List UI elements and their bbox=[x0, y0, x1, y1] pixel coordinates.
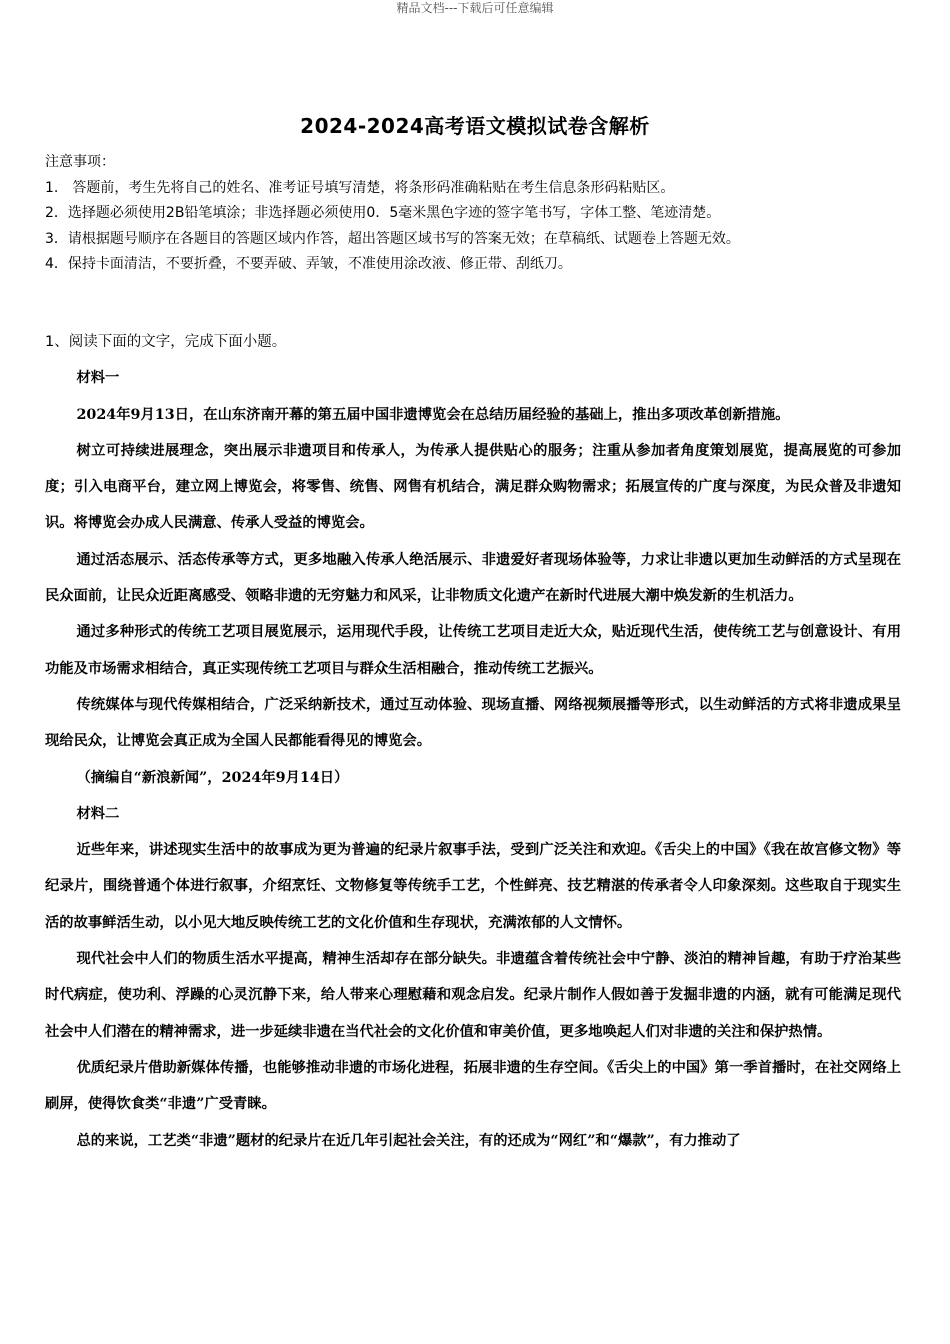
reading-passage bbox=[45, 324, 901, 1159]
notices-heading: 注意事项： bbox=[45, 154, 115, 170]
material1-paragraph-5: 传统媒体与现代传媒相结合，广泛采纳新技术，通过互动体验、现场直播、网络视频展播等形式，以生动鲜活的方式将非遗成果呈现给民众，让博览会真正成为全国人民都能看得见的博览会。 bbox=[45, 696, 901, 750]
material2-label: 材料二 bbox=[76, 805, 120, 822]
notices-section bbox=[45, 150, 915, 278]
document-title: 2024-2024高考语文模拟试卷含解析 bbox=[300, 114, 650, 138]
material2-paragraph-1: 近些年来，讲述现实生活中的故事成为更为普遍的纪录片叙事手法，受到广泛关注和欢迎。《舌尖上的中国》《我在故宫修文物》等纪录片，围绕普通个体进行叙事，介绍烹饪、文物修复等传统手工艺，个性鲜亮、技艺精湛的传承者令人印象深刻。这些取自于现实生活的故事鲜活生动，以小见大地反映传统工艺的文化价值和生存现状，充满浓郁的人文情怀。 bbox=[45, 842, 901, 931]
notice-item-2: 2．选择题必须使用2B铅笔填涂；非选择题必须使用0．5毫米黑色字迹的签字笔书写，字体工整、笔迹清楚。 bbox=[45, 205, 721, 221]
notice-item-1: 1. 答题前，考生先将自己的姓名、准考证号填写清楚，将条形码准确粘贴在考生信息条形码粘贴区。 bbox=[45, 179, 675, 196]
material1-paragraph-2: 树立可持续进展理念，突出展示非遗项目和传承人，为传承人提供贴心的服务；注重从参加者角度策划展览，提高展览的可参加度；引入电商平台，建立网上博览会，将零售、统售、网售有机结合，满足群众购物需求；拓展宣传的广度与深度，为民众普及非遗知识。将博览会办成人民满意、传承人受益的博览会。 bbox=[45, 442, 901, 532]
page-watermark: 精品文档---下载后可任意编辑 bbox=[396, 1, 554, 15]
notice-item-3: 3．请根据题号顺序在各题目的答题区域内作答，超出答题区域书写的答案无效；在草稿纸、试题卷上答题无效。 bbox=[45, 230, 740, 247]
notice-item-4: 4．保持卡面清洁，不要折叠，不要弄破、弄皱，不准使用涂改液、修正带、刮纸刀。 bbox=[45, 256, 572, 272]
material1-paragraph-4: 通过多种形式的传统工艺项目展览展示，运用现代手段，让传统工艺项目走近大众，贴近现代生活，使传统工艺与创意设计、有用功能及市场需求相结合，真正实现传统工艺项目与群众生活相融合，推动传统工艺振兴。 bbox=[45, 624, 901, 677]
material1-source: （摘编自“新浪新闻”，2024年9月14日） bbox=[76, 769, 349, 786]
material1-label: 材料一 bbox=[76, 370, 120, 387]
material1-paragraph-1: 2024年9月13日，在山东济南开幕的第五届中国非遗博览会在总结历届经验的基础上，推出多项改革创新措施。 bbox=[76, 406, 790, 423]
material2-paragraph-4: 总的来说，工艺类“非遗”题材的纪录片在近几年引起社会关注，有的还成为“网红”和“爆款”，有力推动了 bbox=[76, 1132, 741, 1149]
material2-paragraph-3: 优质纪录片借助新媒体传播，也能够推动非遗的市场化进程，拓展非遗的生存空间。《舌尖上的中国》第一季首播时，在社交网络上刷屏，使得饮食类“非遗”广受青睐。 bbox=[45, 1059, 901, 1113]
question-intro: 1、阅读下面的文字，完成下面小题。 bbox=[45, 334, 287, 350]
material1-paragraph-3: 通过活态展示、活态传承等方式，更多地融入传承人绝活展示、非遗爱好者现场体验等，力求让非遗以更加生动鲜活的方式呈现在民众面前，让民众近距离感受、领略非遗的无穷魅力和风采，让非物质文化遗产在新时代进展大潮中焕发新的生机活力。 bbox=[45, 551, 901, 605]
material2-paragraph-2: 现代社会中人们的物质生活水平提高，精神生活却存在部分缺失。非遗蕴含着传统社会中宁静、淡泊的精神旨趣，有助于疗治某些时代病症，使功利、浮躁的心灵沉静下来，给人带来心理慰藉和观念启发。纪录片制作人假如善于发掘非遗的内涵，就有可能满足现代社会中人们潜在的精神需求，进一步延续非遗在当代社会的文化价值和审美价值，更多地唤起人们对非遗的关注和保护热情。 bbox=[45, 951, 901, 1040]
